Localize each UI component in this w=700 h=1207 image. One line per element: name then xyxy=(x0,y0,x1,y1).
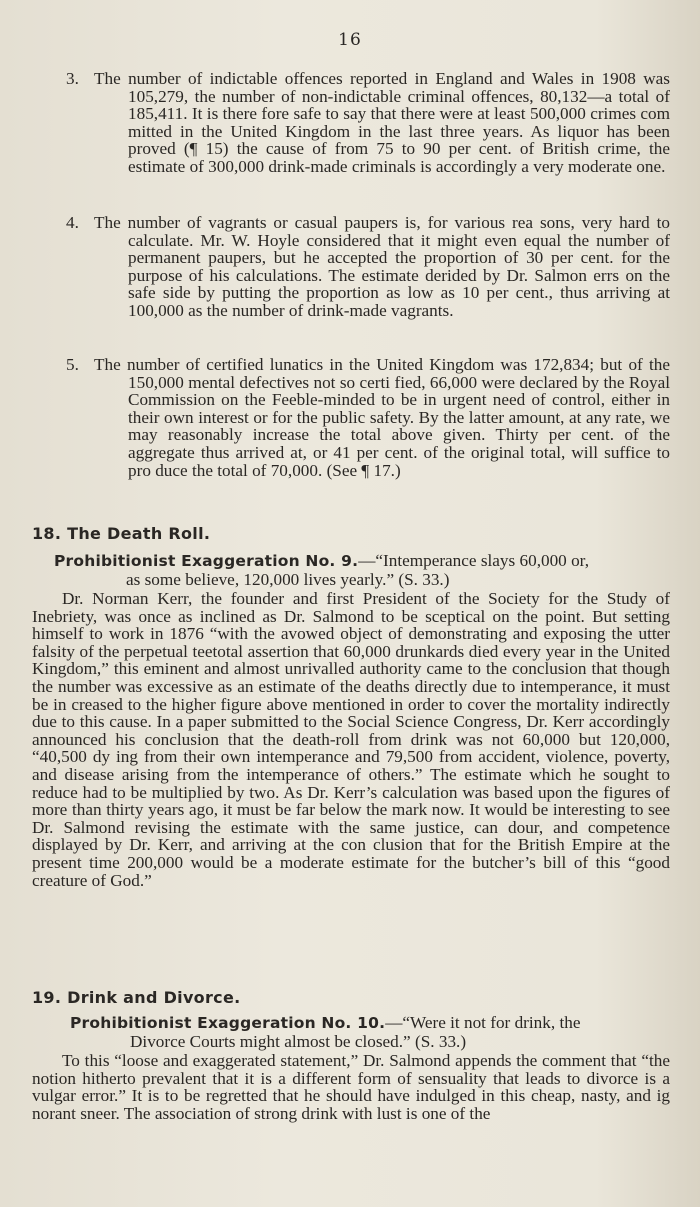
paragraph-drink-divorce xyxy=(32,1052,670,1122)
exaggeration-quote-10 xyxy=(70,1014,670,1050)
list-item-text: The number of certified lunatics in the United Kingdom was 172,834; but of the 150,000 mental defectives not so certi fied, 66,000 were declared by the Royal Commission on the Feeble-minded to be in urgent need of control, either in their own interest or for the public safety. By the latter amount, at any rate, we may reasonably increase the total above given. Thirty per cent. of the aggregate thus arrived at, or 41 per cent. of the original total, will suffice to pro duce the total of 70,000. (See ¶ 17.) xyxy=(94,355,670,480)
exaggeration-quote-text: —“Were it not for drink, the xyxy=(385,1013,581,1032)
exaggeration-label: Prohibitionist Exaggeration No. 10. xyxy=(70,1014,386,1032)
paragraph-text: Dr. Norman Kerr, the founder and first President of the Society for the Study of Inebriety, was once as inclined as Dr. Salmond to be sceptical on the point. But setting himself to work in 1876 “with the avowed object of demonstrating and exposing the utter falsity of the perpetual teetotal assertion that 60,000 drunkards died every year in the United Kingdom,” this eminent and almost unrivalled authority came to the conclusion that though the number was excessive as an estimate of the deaths directly due to intemperance, it must be in creased to the higher figure above mentioned in order to cover the mortality indirectly due to this cause. In a paper submitted to the Social Science Congress, Dr. Kerr accordingly announced his conclusion that the death-roll from drink was not 60,000 but 120,000, “40,500 dy ing from their own intemperance and 79,500 from accident, violence, poverty, and disease arising from the intemperance of others.” The estimate which he sought to reduce had to be multiplied by two. As Dr. Kerr’s calculation was based upon the figures of more than thirty years ago, it must be far below the mark now. It would be interesting to see Dr. Salmond revising the estimate with the same justice, can dour, and competence displayed by Dr. Kerr, and arriving at the con clusion that for the British Empire at the present time 200,000 would be a moderate estimate for the butcher’s bill of this “good creature of God.” xyxy=(32,589,670,890)
section-heading-death-roll: 18. The Death Roll. xyxy=(32,524,211,543)
list-item-text: The number of vagrants or casual paupers is, for various rea sons, very hard to calculate. Mr. W. Hoyle considered that it might even equal the number of permanent paupers, but he accepted the proportion of 30 per cent. for the purpose of his calculations. The estimate derided by Dr. Salmon errs on the safe side by putting the proportion as low as 10 per cent., thus arriving at 100,000 as the number of drink-made vagrants. xyxy=(94,213,670,320)
list-item-text: The number of indictable offences reported in England and Wales in 1908 was 105,279, the number of non-indictable criminal offences, 80,132—a total of 185,411. It is there fore safe to say that there were at least 500,000 crimes com mitted in the United Kingdom in the last three years. As liquor has been proved (¶ 15) the cause of from 75 to 90 per cent. of British crime, the estimate of 300,000 drink-made criminals is accordingly a very moderate one. xyxy=(94,69,670,176)
list-item-4 xyxy=(66,214,670,320)
list-item-number: 4. xyxy=(66,213,79,232)
list-item-3 xyxy=(66,70,670,176)
page-number: 16 xyxy=(338,30,362,50)
list-item-number: 5. xyxy=(66,355,79,374)
exaggeration-label: Prohibitionist Exaggeration No. 9. xyxy=(54,552,359,570)
exaggeration-quote-continuation: Divorce Courts might almost be closed.” (S. 33.) xyxy=(130,1031,467,1051)
list-item-number: 3. xyxy=(66,69,79,88)
paragraph-text: To this “loose and exaggerated statement,” Dr. Salmond appends the comment that “the notion hitherto prevalent that it is a different form of sensuality that leads to divorce is a vulgar error.” It is to be regretted that he should have indulged in this cheap, nasty, and ig norant sneer. The association of strong drink with lust is one of the xyxy=(32,1051,670,1123)
section-heading-drink-divorce: 19. Drink and Divorce. xyxy=(32,988,241,1007)
exaggeration-quote-text: —“Intemperance slays 60,000 or, xyxy=(358,551,589,570)
list-item-5 xyxy=(66,356,670,479)
exaggeration-quote-9 xyxy=(54,552,668,588)
exaggeration-quote-continuation: as some believe, 120,000 lives yearly.” (S. 33.) xyxy=(126,569,450,589)
paragraph-death-roll xyxy=(32,590,670,889)
